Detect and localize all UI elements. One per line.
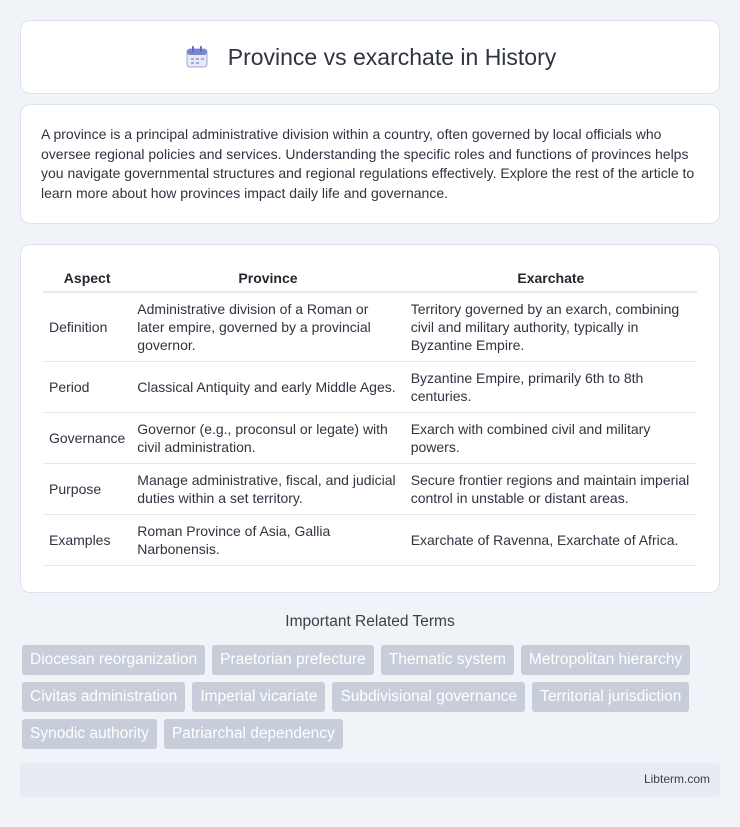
header-exarchate: Exarchate — [405, 263, 697, 293]
cell-exarchate: Byzantine Empire, primarily 6th to 8th centuries. — [405, 362, 697, 413]
cell-province: Governor (e.g., proconsul or legate) with civil administration. — [131, 413, 404, 464]
comparison-table — [43, 263, 697, 566]
cell-aspect: Definition — [43, 293, 131, 362]
cell-province: Administrative division of a Roman or later empire, governed by a provincial governor. — [131, 293, 404, 362]
intro-text: A province is a principal administrative division within a country, often governed by local officials who oversee regional policies and services. Understanding the specific roles and functions of provinces helps you navigate governmental structures and regional regulations effectively. Explore the rest of the article to learn more about how provinces impact daily life and governance. — [41, 126, 695, 201]
related-term-tag[interactable]: Patriarchal dependency — [164, 719, 343, 749]
comparison-card — [20, 244, 720, 593]
cell-province: Manage administrative, fiscal, and judicial duties within a set territory. — [131, 464, 404, 515]
cell-aspect: Examples — [43, 515, 131, 566]
cell-exarchate: Territory governed by an exarch, combining civil and military authority, typically in Byzantine Empire. — [405, 293, 697, 362]
footer — [20, 763, 720, 797]
related-term-tag[interactable]: Synodic authority — [22, 719, 157, 749]
header-province: Province — [131, 263, 404, 293]
related-term-tag[interactable]: Metropolitan hierarchy — [521, 645, 690, 675]
cell-province: Roman Province of Asia, Gallia Narbonensis. — [131, 515, 404, 566]
cell-province: Classical Antiquity and early Middle Ages. — [131, 362, 404, 413]
related-term-tag[interactable]: Praetorian prefecture — [212, 645, 374, 675]
related-term-tag[interactable]: Subdivisional governance — [332, 682, 525, 712]
table-row — [43, 293, 697, 362]
table-row — [43, 464, 697, 515]
table-row — [43, 413, 697, 464]
cell-exarchate: Exarch with combined civil and military powers. — [405, 413, 697, 464]
related-term-tag[interactable]: Territorial jurisdiction — [532, 682, 689, 712]
header-aspect: Aspect — [43, 263, 131, 293]
calendar-icon — [184, 44, 210, 70]
table-header-row — [43, 263, 697, 293]
cell-aspect: Purpose — [43, 464, 131, 515]
footer-site-link[interactable]: Libterm.com — [643, 772, 710, 786]
title-card — [20, 20, 720, 94]
cell-exarchate: Exarchate of Ravenna, Exarchate of Africa. — [405, 515, 697, 566]
related-term-tag[interactable]: Imperial vicariate — [192, 682, 325, 712]
related-term-tag[interactable]: Diocesan reorganization — [22, 645, 205, 675]
related-term-tag[interactable]: Civitas administration — [22, 682, 185, 712]
cell-aspect: Governance — [43, 413, 131, 464]
cell-aspect: Period — [43, 362, 131, 413]
related-terms-list — [22, 645, 722, 749]
related-term-tag[interactable]: Thematic system — [381, 645, 514, 675]
cell-exarchate: Secure frontier regions and maintain imperial control in unstable or distant areas. — [405, 464, 697, 515]
related-terms-heading: Important Related Terms — [285, 613, 455, 630]
table-row — [43, 362, 697, 413]
table-row — [43, 515, 697, 566]
page-title: Province vs exarchate in History — [227, 43, 557, 70]
intro-card — [20, 104, 720, 224]
